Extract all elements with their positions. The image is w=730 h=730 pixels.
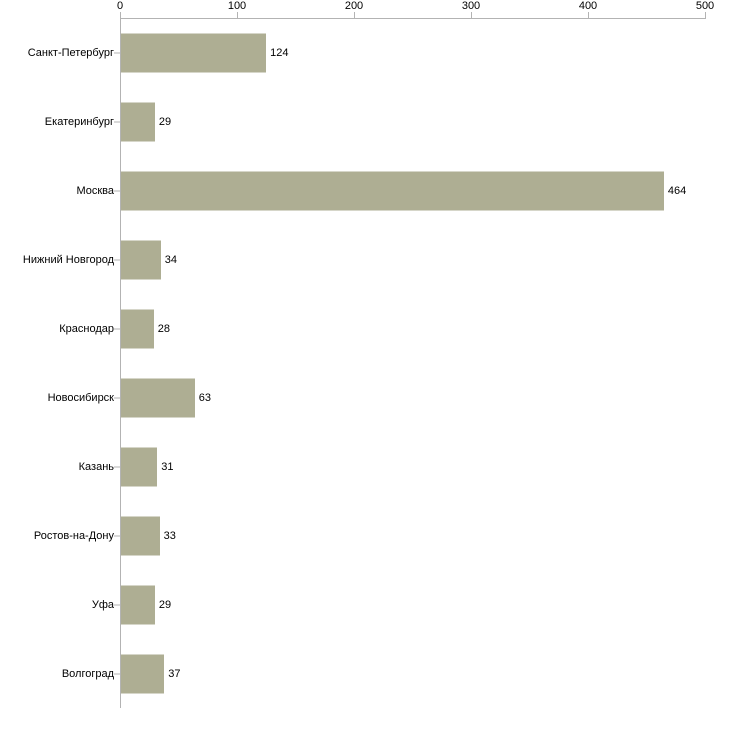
bar-row (0, 156, 730, 225)
x-tick-label: 400 (578, 0, 598, 12)
bar-row (0, 501, 730, 570)
x-tick-label: 300 (461, 0, 481, 12)
bar[interactable] (121, 585, 155, 624)
bar-value-label: 33 (163, 529, 176, 542)
y-tick-mark (114, 604, 120, 605)
category-label: Казань (78, 460, 114, 473)
bar-row (0, 18, 730, 87)
category-label: Нижний Новгород (22, 253, 114, 266)
bar-row (0, 294, 730, 363)
bar[interactable] (121, 654, 164, 693)
category-label: Уфа (91, 598, 114, 611)
bar-value-label: 63 (198, 391, 211, 404)
y-tick-mark (114, 121, 120, 122)
bar[interactable] (121, 309, 154, 348)
bar[interactable] (121, 378, 195, 417)
bar-value-label: 29 (158, 598, 172, 611)
category-label: Ростов-на-Дону (33, 529, 114, 542)
category-label: Санкт-Петербург (27, 46, 114, 59)
bar-value-label: 31 (161, 460, 174, 473)
category-label: Новосибирск (47, 391, 114, 404)
bar[interactable] (121, 33, 266, 72)
y-tick-mark (114, 259, 120, 260)
bar-value-label: 37 (168, 667, 181, 680)
bar-value-label: 29 (158, 115, 172, 128)
x-tick-label: 0 (116, 0, 124, 12)
bar-value-label: 34 (164, 253, 178, 266)
bar-row (0, 570, 730, 639)
y-tick-mark (114, 673, 120, 674)
bar[interactable] (121, 240, 161, 279)
bar-row (0, 225, 730, 294)
bar[interactable] (121, 102, 155, 141)
bar-row (0, 363, 730, 432)
y-tick-mark (114, 397, 120, 398)
category-label: Москва (76, 184, 114, 197)
bar-value-label: 124 (270, 46, 289, 59)
category-label: Волгоград (61, 667, 114, 680)
bar[interactable] (121, 516, 160, 555)
y-tick-mark (114, 535, 120, 536)
y-tick-mark (114, 190, 120, 191)
x-tick-label: 500 (695, 0, 715, 12)
bar-row (0, 639, 730, 708)
bar-value-label: 464 (667, 184, 687, 197)
category-label: Екатеринбург (44, 115, 114, 128)
bar-value-label: 28 (157, 322, 170, 335)
y-tick-mark (114, 466, 120, 467)
category-label: Краснодар (59, 322, 114, 335)
bar[interactable] (121, 447, 157, 486)
bar-row (0, 87, 730, 156)
y-tick-mark (114, 328, 120, 329)
bar-row (0, 432, 730, 501)
x-tick-label: 100 (227, 0, 247, 12)
x-tick-label: 200 (344, 0, 364, 12)
y-tick-mark (114, 52, 120, 53)
bar[interactable] (121, 171, 664, 210)
